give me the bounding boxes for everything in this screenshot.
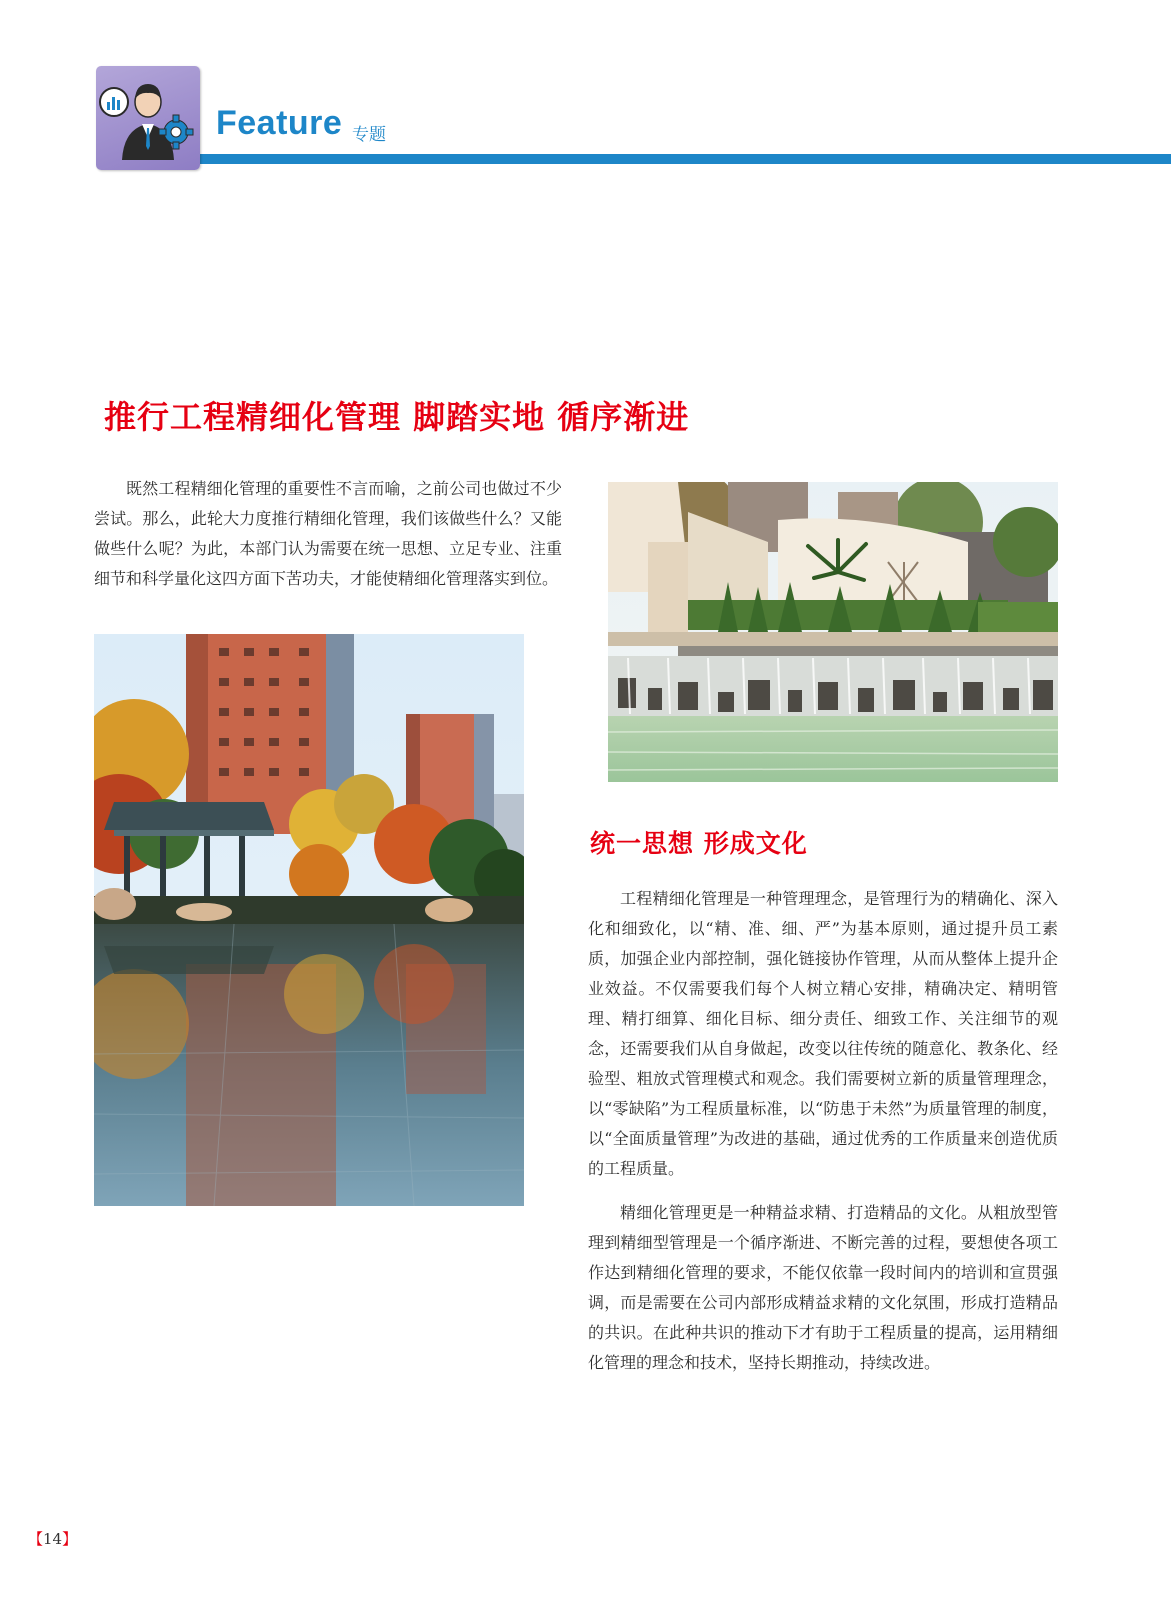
header-badge <box>96 66 200 170</box>
section-label: Feature <box>216 104 343 142</box>
article-title: 推行工程精细化管理 脚踏实地 循序渐进 <box>104 398 690 436</box>
garden-pond-photo <box>94 634 524 1206</box>
intro-paragraph: 既然工程精细化管理的重要性不言而喻，之前公司也做过不少尝试。那么，此轮大力度推行精细化管理，我们该做些什么？又能做些什么呢？为此，本部门认为需要在统一思想、立足专业、注重细节和科学量化这四方面下苦功夫，才能使精细化管理落实到位。 <box>94 479 562 588</box>
page-number-close-bracket: 】 <box>62 1530 78 1548</box>
businessman-icon <box>96 66 200 170</box>
fountain-photo <box>608 482 1058 782</box>
page-number <box>28 1528 77 1549</box>
header-rule <box>198 154 1171 164</box>
body-paragraph: 精细化管理更是一种精益求精、打造精品的文化。从粗放型管理到精细型管理是一个循序渐进、不断完善的过程，要想使各项工作达到精细化管理的要求，不能仅依靠一段时间内的培训和宣贯强调，而是需要在公司内部形成精益求精的文化氛围，形成打造精品的共识。在此种共识的推动下才有助于工程质量的提高，运用精细化管理的理念和技术，坚持长期推动，持续改进。 <box>588 1203 1058 1372</box>
page-number-open-bracket: 【 <box>28 1530 44 1548</box>
body-paragraph: 工程精细化管理是一种管理理念，是管理行为的精确化、深入化和细致化，以“精、准、细、严”为基本原则，通过提升员工素质，加强企业内部控制，强化链接协作管理，从而从整体上提升企业效益。不仅需要我们每个人树立精心安排，精确决定、精明管理、精打细算、细化目标、细分责任、细致工作、关注细节的观念，还需要我们从自身做起，改变以往传统的随意化、教条化、经验型、粗放式管理模式和观念。我们需要树立新的质量管理理念，以“零缺陷”为工程质量标准，以“防患于未然”为质量管理的制度，以“全面质量管理”为改进的基础，通过优秀的工作质量来创造优质的工程质量。 <box>588 889 1058 1178</box>
page-number-value: 14 <box>43 1530 63 1548</box>
section-heading: 统一思想 形成文化 <box>590 829 808 858</box>
section-label-cn: 专题 <box>352 125 386 145</box>
